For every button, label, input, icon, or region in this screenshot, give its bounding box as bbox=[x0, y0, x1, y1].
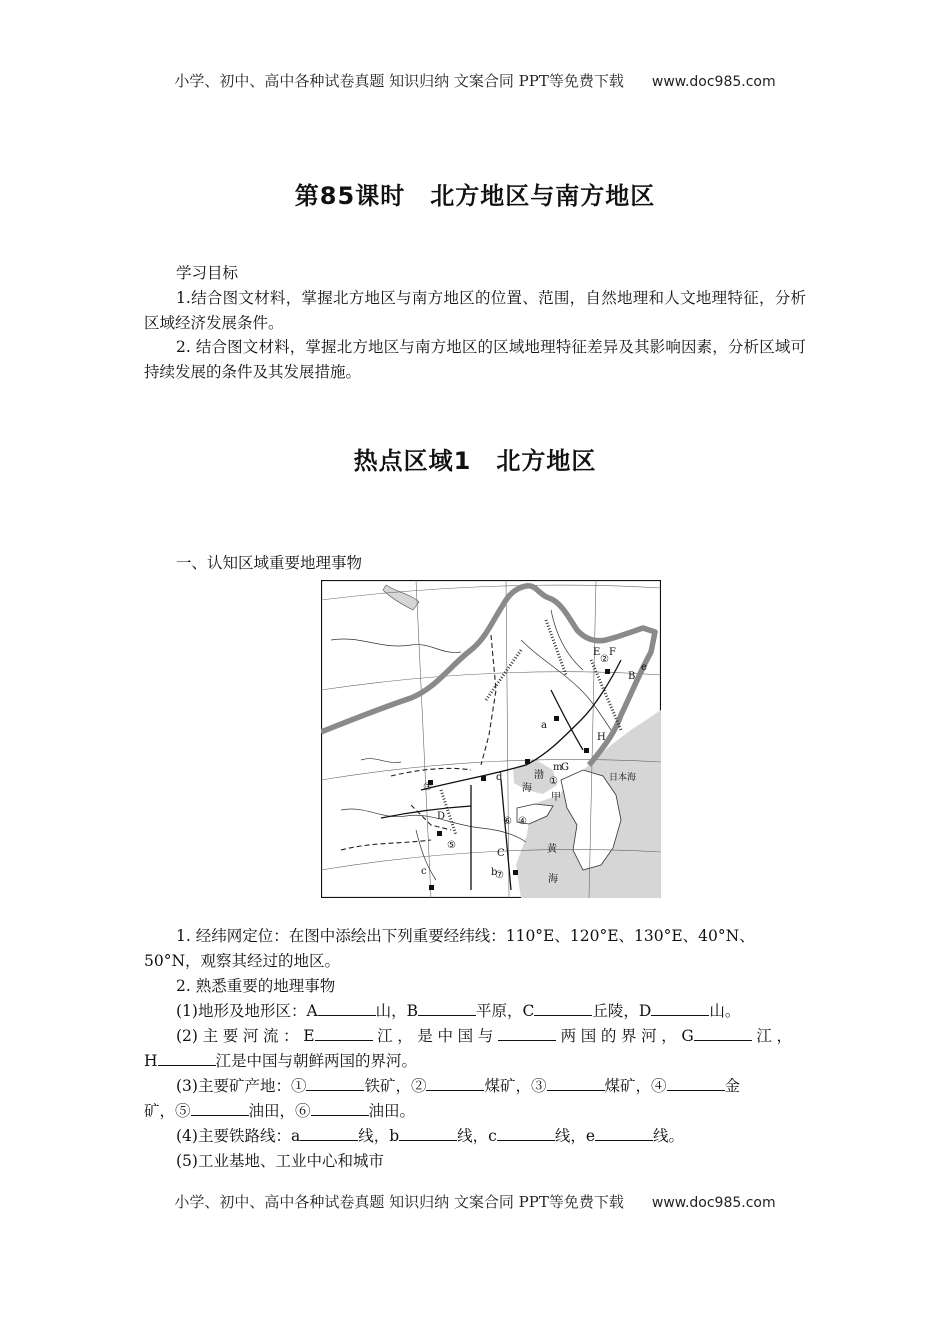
answer-blank[interactable] bbox=[318, 1001, 376, 1016]
page-header bbox=[0, 70, 950, 91]
q2-1-text-1: 山，B bbox=[375, 1002, 419, 1020]
subsection-heading: 一、认知区域重要地理事物 bbox=[176, 554, 363, 572]
answer-blank[interactable] bbox=[651, 1001, 709, 1016]
q2-3-text-2: 煤矿，③ bbox=[484, 1077, 547, 1095]
map-label-n6: ⑥ bbox=[503, 816, 512, 827]
map-label-B: B bbox=[628, 671, 636, 682]
q2-2-text-5: 江是中国与朝鲜两国的界河。 bbox=[215, 1052, 418, 1070]
q2-3-text-0: (3)主要矿产地：① bbox=[176, 1077, 307, 1095]
q2-4-text-3: 线，e bbox=[554, 1127, 596, 1145]
q2-3-text-7: 油田。 bbox=[368, 1102, 416, 1120]
map-label-bohai-1: 渤 bbox=[534, 770, 544, 781]
answer-blank[interactable] bbox=[315, 1026, 373, 1041]
answer-blank[interactable] bbox=[667, 1076, 725, 1091]
map-label-yellow-2: 海 bbox=[548, 874, 558, 885]
map-label-a: a bbox=[541, 720, 547, 731]
map-label-F: F bbox=[609, 647, 616, 658]
answer-blank[interactable] bbox=[595, 1126, 653, 1141]
map-label-n1: ① bbox=[549, 776, 558, 787]
map-label-m: m bbox=[553, 762, 563, 773]
map-label-jia: 甲 bbox=[551, 792, 561, 803]
map-label-bohai-2: 海 bbox=[522, 783, 532, 794]
header-text: 小学、初中、高中各种试卷真题 知识归纳 文案合同 PPT等免费下载 bbox=[174, 72, 624, 90]
q2-1-text-2: 平原，C bbox=[476, 1002, 535, 1020]
map-label-G: G bbox=[561, 762, 569, 773]
footer-text: 小学、初中、高中各种试卷真题 知识归纳 文案合同 PPT等免费下载 bbox=[174, 1193, 624, 1211]
objective-2: 2. 结合图文材料，掌握北方地区与南方地区的区域地理特征差异及其影响因素，分析区域可持续发展的条件及其发展措施。 bbox=[144, 338, 806, 381]
q2-2-text-2: 两国的界河，G bbox=[555, 1027, 694, 1045]
header-site: www.doc985.com bbox=[651, 74, 776, 90]
q2-3-text-1: 铁矿，② bbox=[364, 1077, 427, 1095]
footer-site: www.doc985.com bbox=[651, 1195, 776, 1211]
q1-line2: 50°N，观察其经过的地区。 bbox=[144, 952, 341, 970]
section-title: 热点区域1 北方地区 bbox=[353, 447, 597, 475]
objectives-heading: 学习目标 bbox=[176, 264, 239, 282]
answer-blank[interactable] bbox=[306, 1076, 364, 1091]
q2-4-line bbox=[176, 1124, 684, 1148]
q2-2-text-0: (2)主要河流：E bbox=[176, 1027, 315, 1045]
page-footer bbox=[0, 1191, 950, 1212]
q2-4-text-2: 线，c bbox=[457, 1127, 497, 1145]
answer-blank[interactable] bbox=[418, 1001, 476, 1016]
answer-blank[interactable] bbox=[191, 1101, 249, 1116]
q2-2-text-1: 江，是中国与 bbox=[372, 1027, 498, 1045]
q2-heading: 2. 熟悉重要的地理事物 bbox=[176, 977, 336, 995]
q2-1-text-0: (1)地形及地形区：A bbox=[176, 1002, 318, 1020]
map-label-c: c bbox=[421, 866, 427, 877]
q2-3-line2 bbox=[144, 1099, 415, 1123]
q2-2-line2 bbox=[144, 1049, 417, 1073]
answer-blank[interactable] bbox=[694, 1026, 752, 1041]
answer-blank[interactable] bbox=[426, 1076, 484, 1091]
q2-1-line bbox=[176, 999, 740, 1023]
map-label-b: b bbox=[491, 867, 498, 878]
answer-blank[interactable] bbox=[399, 1126, 457, 1141]
q2-3-text-3: 煤矿，④ bbox=[604, 1077, 667, 1095]
answer-blank[interactable] bbox=[300, 1126, 358, 1141]
q2-2-line1 bbox=[176, 1024, 792, 1048]
north-china-map bbox=[321, 580, 661, 898]
answer-blank[interactable] bbox=[158, 1051, 216, 1066]
map-label-n2: ② bbox=[600, 654, 609, 665]
map-label-D: D bbox=[437, 811, 446, 822]
map-label-yellow-1: 黄 bbox=[547, 844, 557, 855]
map-label-n5: ⑤ bbox=[447, 840, 456, 851]
q2-3-text-4: 金 bbox=[724, 1077, 741, 1095]
q2-5-line: (5)工业基地、工业中心和城市 bbox=[176, 1152, 384, 1170]
map-label-japan-sea: 日本海 bbox=[609, 773, 637, 783]
q2-3-line1 bbox=[176, 1074, 740, 1098]
q2-3-text-5: 矿，⑤ bbox=[144, 1102, 191, 1120]
map-label-C: C bbox=[497, 848, 505, 859]
q1-line1: 1. 经纬网定位：在图中添绘出下列重要经纬线：110°E、120°E、130°E、40°N、 bbox=[176, 927, 755, 945]
map-label-e: e bbox=[641, 662, 647, 673]
q2-2-text-4: H bbox=[144, 1052, 158, 1070]
answer-blank[interactable] bbox=[311, 1101, 369, 1116]
map-label-d: d bbox=[496, 772, 503, 783]
q2-3-text-6: 油田，⑥ bbox=[248, 1102, 311, 1120]
map-label-E: E bbox=[593, 647, 601, 658]
answer-blank[interactable] bbox=[547, 1076, 605, 1091]
answer-blank[interactable] bbox=[534, 1001, 592, 1016]
objective-1: 1.结合图文材料，掌握北方地区与南方地区的位置、范围，自然地理和人文地理特征，分析区域经济发展条件。 bbox=[144, 289, 806, 332]
q2-4-text-4: 线。 bbox=[653, 1127, 685, 1145]
map-label-H: H bbox=[597, 732, 606, 743]
map-label-n7: ⑦ bbox=[495, 870, 504, 881]
answer-blank[interactable] bbox=[497, 1126, 555, 1141]
q2-4-text-0: (4)主要铁路线：a bbox=[176, 1127, 301, 1145]
page-title: 第85课时 北方地区与南方地区 bbox=[294, 182, 656, 210]
q2-1-text-4: 山。 bbox=[709, 1002, 741, 1020]
q2-4-text-1: 线，b bbox=[358, 1127, 400, 1145]
q2-1-text-3: 丘陵，D bbox=[592, 1002, 652, 1020]
q2-2-text-3: 江， bbox=[751, 1027, 792, 1045]
map-label-n4: ④ bbox=[518, 816, 527, 827]
map-label-n3: ③ bbox=[423, 782, 432, 793]
answer-blank[interactable] bbox=[498, 1026, 556, 1041]
